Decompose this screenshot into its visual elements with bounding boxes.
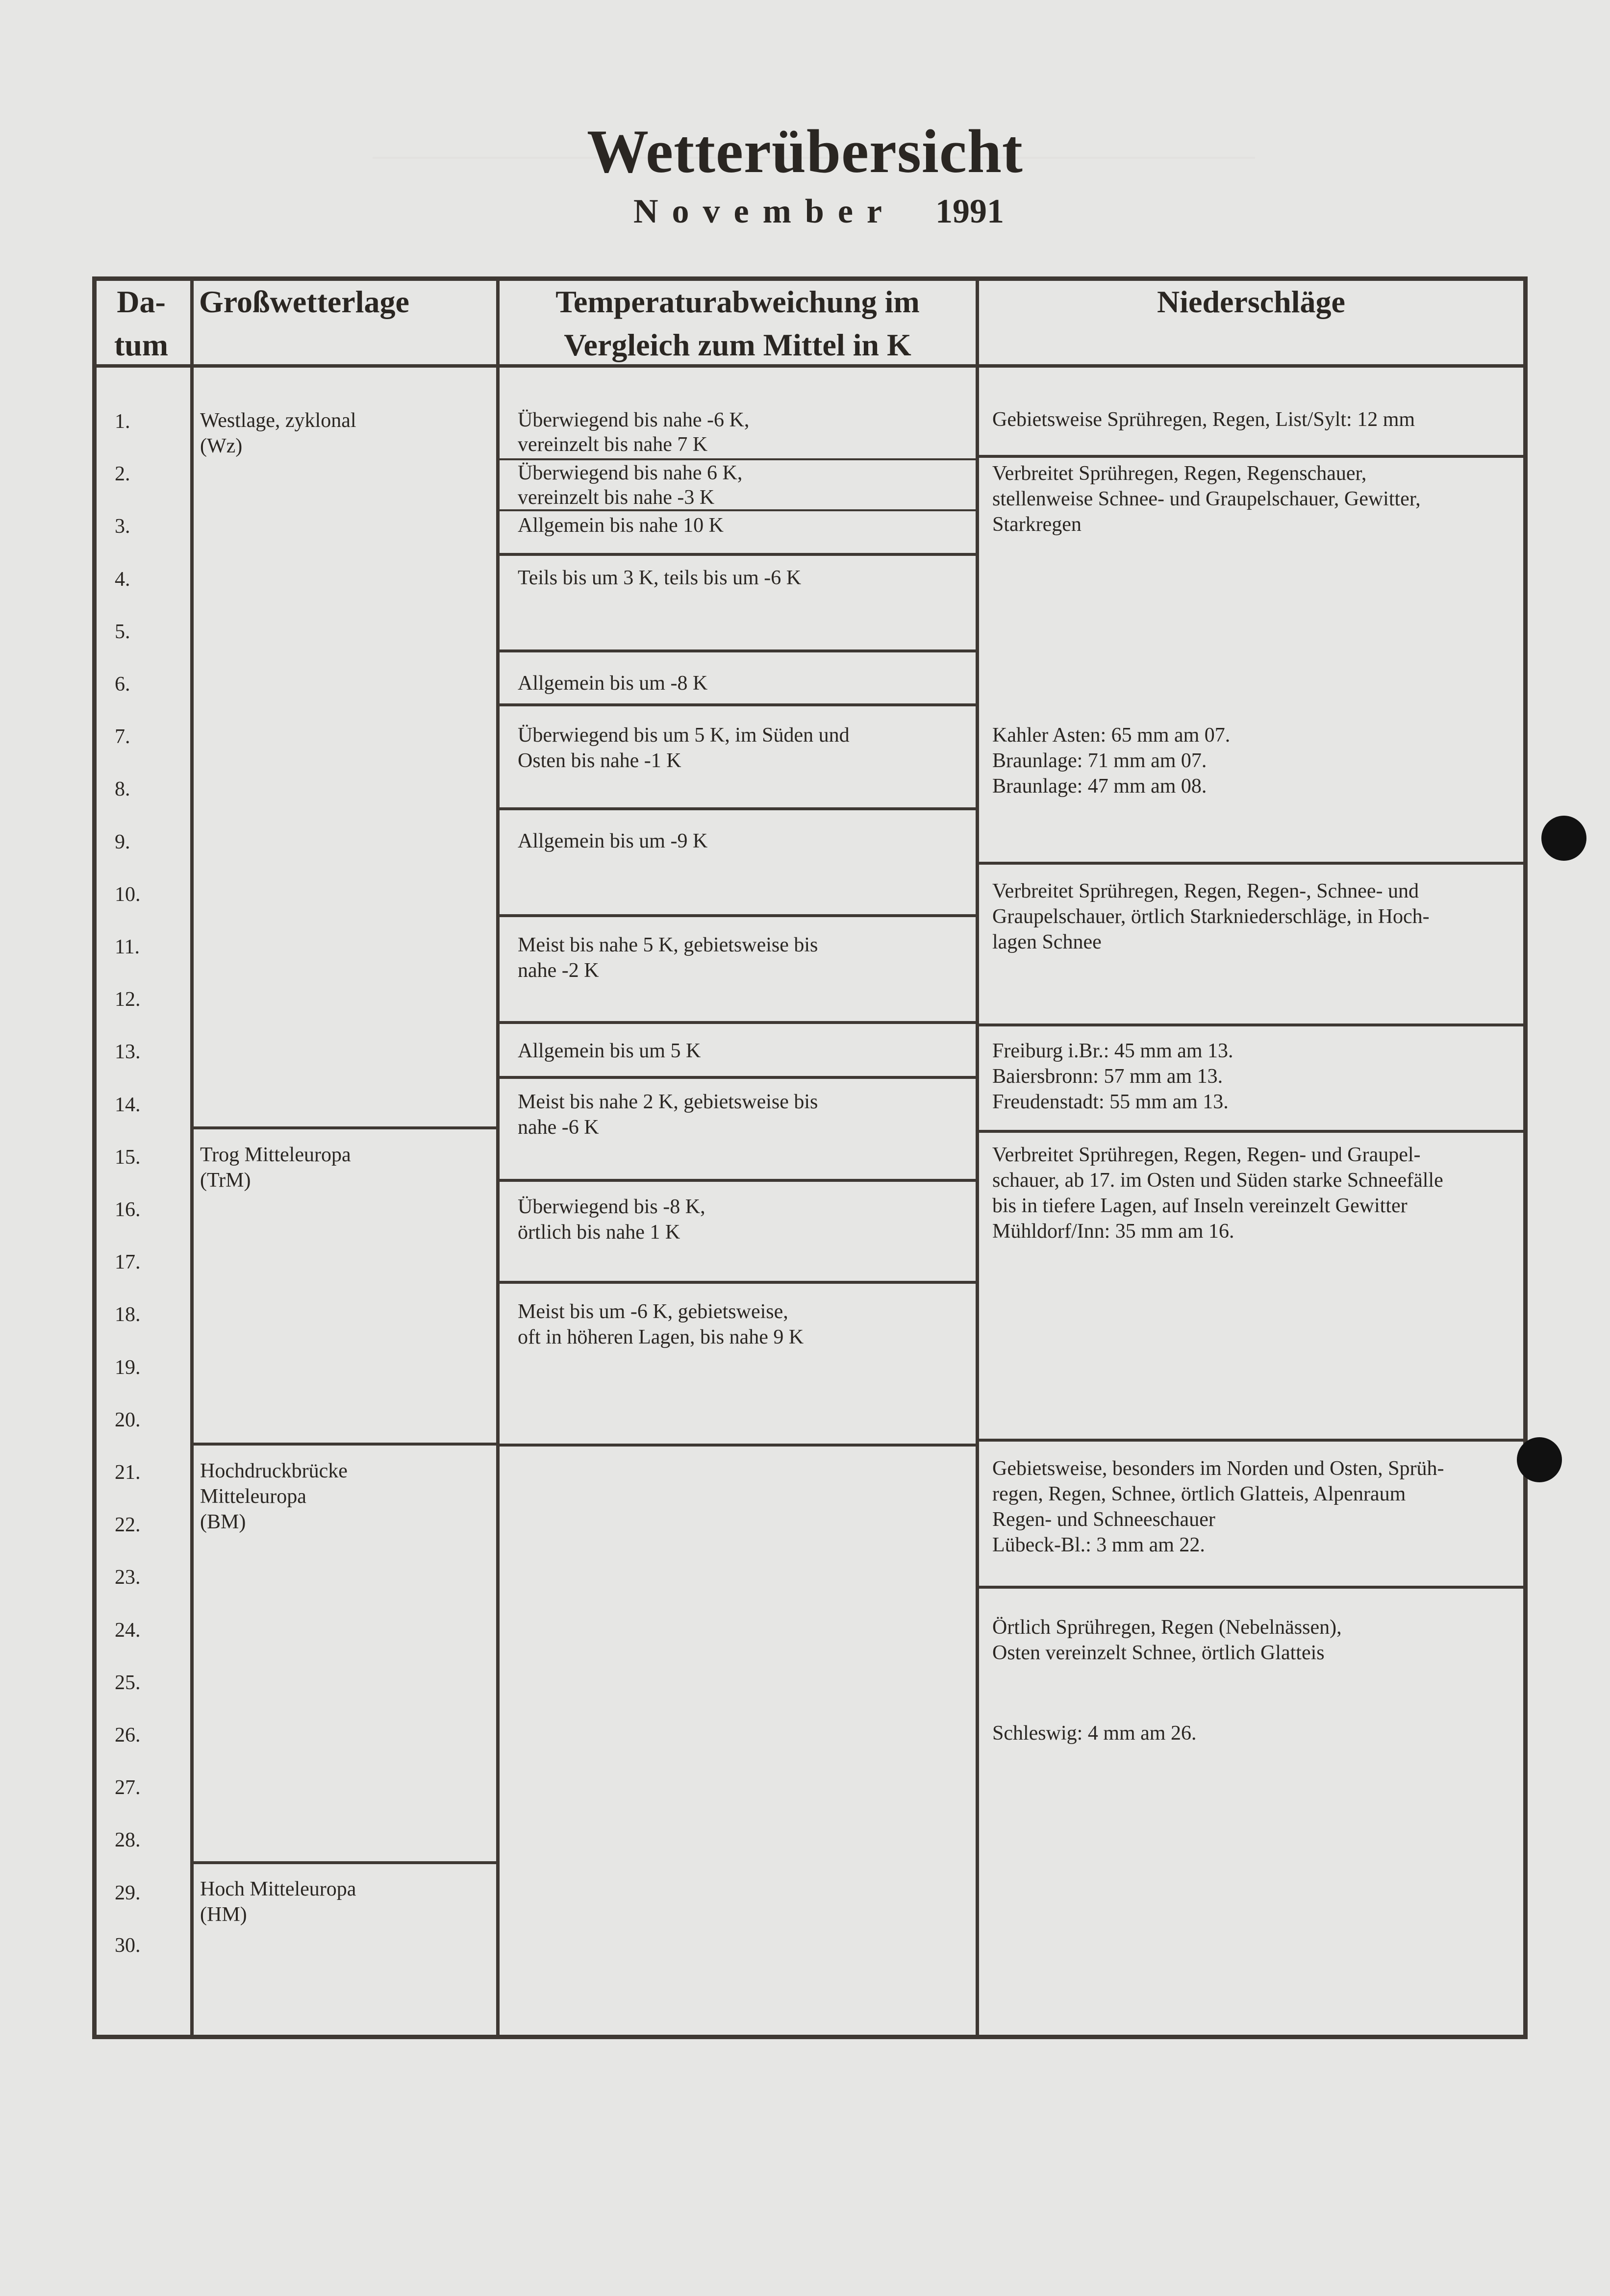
day-number: 7.: [115, 725, 130, 748]
niederschlaege-cell-9: [992, 1721, 1196, 1746]
temperatur-divider-5: [500, 703, 976, 706]
temperatur-line: örtlich bis nahe 1 K: [518, 1221, 680, 1244]
temperatur-line: oft in höheren Lagen, bis nahe 9 K: [518, 1326, 804, 1348]
niederschlaege-cell-2: [992, 461, 1421, 537]
wetterlage-line: (TrM): [200, 1169, 251, 1192]
header-datum: [92, 280, 190, 367]
temperatur-divider-6: [500, 807, 976, 810]
niederschlaege-line: Braunlage: 47 mm am 08.: [992, 775, 1207, 798]
temperatur-cell-11: [518, 1194, 705, 1245]
column-divider-temperatur: [976, 276, 979, 2039]
day-number: 30.: [115, 1934, 141, 1957]
day-number: 11.: [115, 936, 140, 958]
temperatur-cell-12: [518, 1299, 804, 1350]
wetterlage-cell-2: [200, 1142, 351, 1193]
temperatur-cell-8: [518, 932, 818, 983]
header-temperatur-line2: Vergleich zum Mittel in K: [564, 327, 911, 362]
niederschlaege-line: Osten vereinzelt Schnee, örtlich Glatteis: [992, 1642, 1325, 1664]
day-number: 21.: [115, 1461, 141, 1484]
header-wetterlage: Großwetterlage: [199, 284, 409, 319]
wetterlage-divider-3: [194, 1861, 496, 1864]
niederschlaege-cell-7: [992, 1456, 1444, 1558]
header-niederschlaege: Niederschläge: [1157, 284, 1345, 319]
niederschlaege-line: Freiburg i.Br.: 45 mm am 13.: [992, 1040, 1233, 1062]
temperatur-divider-12: [500, 1444, 976, 1447]
niederschlaege-line: Lübeck-Bl.: 3 mm am 22.: [992, 1534, 1205, 1556]
niederschlaege-line: Gebietsweise, besonders im Norden und Osten, Sprüh-: [992, 1457, 1444, 1480]
niederschlaege-line: bis in tiefere Lagen, auf Inseln vereinzelt Gewitter: [992, 1195, 1408, 1217]
temperatur-divider-10: [500, 1179, 976, 1182]
niederschlaege-cell-6: [992, 1142, 1443, 1244]
niederschlaege-cell-3: [992, 723, 1230, 799]
header-datum-line1: Da-: [117, 284, 166, 319]
wetterlage-line: Mitteleuropa: [200, 1485, 306, 1508]
day-number: 9.: [115, 831, 130, 853]
day-number: 28.: [115, 1829, 141, 1851]
day-number: 15.: [115, 1146, 141, 1169]
niederschlaege-line: lagen Schnee: [992, 931, 1102, 953]
temperatur-line: Überwiegend bis -8 K,: [518, 1196, 705, 1218]
temperatur-line: Überwiegend bis nahe -6 K,: [518, 409, 750, 431]
temperatur-divider-11: [500, 1281, 976, 1284]
niederschlaege-line: Freudenstadt: 55 mm am 13.: [992, 1091, 1229, 1113]
niederschlaege-line: Graupelschauer, örtlich Starkniederschläge, in Hoch-: [992, 905, 1430, 928]
day-number: 14.: [115, 1094, 141, 1116]
niederschlaege-cell-8: [992, 1615, 1342, 1666]
temperatur-divider-8: [500, 1021, 976, 1024]
temperatur-cell-2: [518, 461, 742, 510]
day-number: 2.: [115, 463, 130, 485]
temperatur-line: Allgemein bis nahe 10 K: [518, 514, 724, 537]
punch-hole-top: [1541, 816, 1586, 861]
header-temperatur-line1: Temperaturabweichung im: [555, 284, 920, 319]
niederschlaege-cell-5: [992, 1038, 1233, 1115]
column-divider-wetterlage: [496, 276, 500, 2039]
temperatur-line: Überwiegend bis um 5 K, im Süden und: [518, 724, 850, 747]
day-number: 10.: [115, 883, 141, 906]
wetterlage-line: Westlage, zyklonal: [200, 409, 356, 432]
temperatur-divider-9: [500, 1076, 976, 1079]
niederschlaege-divider-3: [979, 1023, 1523, 1026]
day-number: 26.: [115, 1724, 141, 1747]
temperatur-divider-4: [500, 649, 976, 652]
day-number: 20.: [115, 1409, 141, 1431]
wetterlage-line: (BM): [200, 1511, 246, 1533]
niederschlaege-line: Braunlage: 71 mm am 07.: [992, 749, 1207, 772]
wetterlage-cell-3: [200, 1458, 348, 1535]
day-number: 17.: [115, 1251, 141, 1273]
header-temperatur: [500, 280, 976, 367]
temperatur-line: Meist bis um -6 K, gebietsweise,: [518, 1300, 788, 1323]
day-number: 19.: [115, 1356, 141, 1379]
niederschlaege-line: Gebietsweise Sprühregen, Regen, List/Sylt: 12 mm: [992, 408, 1415, 431]
temperatur-cell-4: [518, 565, 801, 591]
niederschlaege-cell-4: [992, 878, 1430, 955]
temperatur-line: vereinzelt bis nahe -3 K: [518, 486, 715, 509]
niederschlaege-divider-2: [979, 862, 1523, 865]
column-divider-datum: [190, 276, 194, 2039]
niederschlaege-divider-6: [979, 1586, 1523, 1589]
temperatur-cell-9: [518, 1038, 701, 1064]
temperatur-cell-10: [518, 1089, 818, 1140]
day-number: 1.: [115, 410, 130, 433]
temperatur-line: nahe -2 K: [518, 959, 599, 982]
day-number: 4.: [115, 568, 130, 591]
wetterlage-divider-1: [194, 1126, 496, 1129]
temperatur-divider-1: [500, 458, 976, 460]
temperatur-line: nahe -6 K: [518, 1116, 599, 1139]
wetterlage-cell-1: [200, 408, 356, 459]
wetterlage-line: Hoch Mitteleuropa: [200, 1878, 356, 1900]
temperatur-line: Allgemein bis um -8 K: [518, 672, 708, 695]
niederschlaege-line: Verbreitet Sprühregen, Regen, Regen-, Schnee- und: [992, 880, 1419, 902]
day-number: 5.: [115, 621, 130, 643]
wetterlage-divider-2: [194, 1443, 496, 1446]
day-number: 8.: [115, 778, 130, 800]
niederschlaege-line: Kahler Asten: 65 mm am 07.: [992, 724, 1231, 747]
day-number: 22.: [115, 1514, 141, 1536]
temperatur-line: Osten bis nahe -1 K: [518, 749, 681, 772]
niederschlaege-line: Regen- und Schneeschauer: [992, 1508, 1215, 1531]
niederschlaege-divider-5: [979, 1439, 1523, 1442]
temperatur-line: Meist bis nahe 5 K, gebietsweise bis: [518, 934, 818, 956]
niederschlaege-line: Verbreitet Sprühregen, Regen, Regenschauer,: [992, 462, 1367, 485]
niederschlaege-divider-4: [979, 1130, 1523, 1133]
temperatur-line: Überwiegend bis nahe 6 K,: [518, 462, 743, 484]
niederschlaege-line: Schleswig: 4 mm am 26.: [992, 1722, 1197, 1745]
niederschlaege-line: Verbreitet Sprühregen, Regen, Regen- und Graupel-: [992, 1144, 1421, 1166]
wetterlage-line: Trog Mitteleuropa: [200, 1144, 351, 1166]
wetterlage-line: Hochdruckbrücke: [200, 1460, 348, 1482]
day-number: 24.: [115, 1619, 141, 1642]
day-number: 16.: [115, 1198, 141, 1221]
temperatur-line: Allgemein bis um 5 K: [518, 1040, 701, 1062]
temperatur-line: Allgemein bis um -9 K: [518, 830, 708, 852]
temperatur-divider-3: [500, 553, 976, 556]
niederschlaege-line: regen, Regen, Schnee, örtlich Glatteis, Alpenraum: [992, 1483, 1406, 1505]
day-number: 12.: [115, 988, 141, 1011]
day-number: 27.: [115, 1776, 141, 1799]
day-number: 13.: [115, 1041, 141, 1063]
page-subtitle-year: 1991: [935, 193, 1004, 230]
wetterlage-line: (HM): [200, 1903, 247, 1926]
niederschlaege-line: Mühldorf/Inn: 35 mm am 16.: [992, 1220, 1234, 1243]
temperatur-cell-6: [518, 723, 850, 774]
day-number: 6.: [115, 673, 130, 696]
temperatur-cell-1: [518, 408, 749, 457]
temperatur-line: Meist bis nahe 2 K, gebietsweise bis: [518, 1091, 818, 1113]
temperatur-cell-3: [518, 513, 724, 538]
niederschlaege-cell-1: [992, 407, 1415, 432]
niederschlaege-line: Örtlich Sprühregen, Regen (Nebelnässen),: [992, 1616, 1342, 1639]
temperatur-line: vereinzelt bis nahe 7 K: [518, 433, 708, 456]
day-number: 25.: [115, 1672, 141, 1694]
temperatur-cell-5: [518, 671, 707, 696]
day-number: 23.: [115, 1566, 141, 1589]
day-number: 3.: [115, 515, 130, 538]
day-number: 18.: [115, 1303, 141, 1326]
header-datum-line2: tum: [114, 327, 169, 362]
niederschlaege-line: stellenweise Schnee- und Graupelschauer, Gewitter,: [992, 488, 1421, 510]
temperatur-cell-7: [518, 828, 707, 854]
day-number: 29.: [115, 1882, 141, 1904]
page-subtitle-month: November: [633, 193, 896, 230]
niederschlaege-line: Baiersbronn: 57 mm am 13.: [992, 1065, 1223, 1088]
wetterlage-line: (Wz): [200, 435, 243, 457]
punch-hole-bottom: [1517, 1437, 1562, 1482]
wetterlage-cell-4: [200, 1876, 356, 1927]
niederschlaege-line: Starkregen: [992, 513, 1082, 536]
temperatur-divider-7: [500, 914, 976, 917]
temperatur-line: Teils bis um 3 K, teils bis um -6 K: [518, 567, 802, 589]
page-title: Wetterübersicht: [587, 118, 1023, 186]
niederschlaege-line: schauer, ab 17. im Osten und Süden starke Schneefälle: [992, 1169, 1443, 1192]
niederschlaege-divider-1: [979, 455, 1523, 458]
